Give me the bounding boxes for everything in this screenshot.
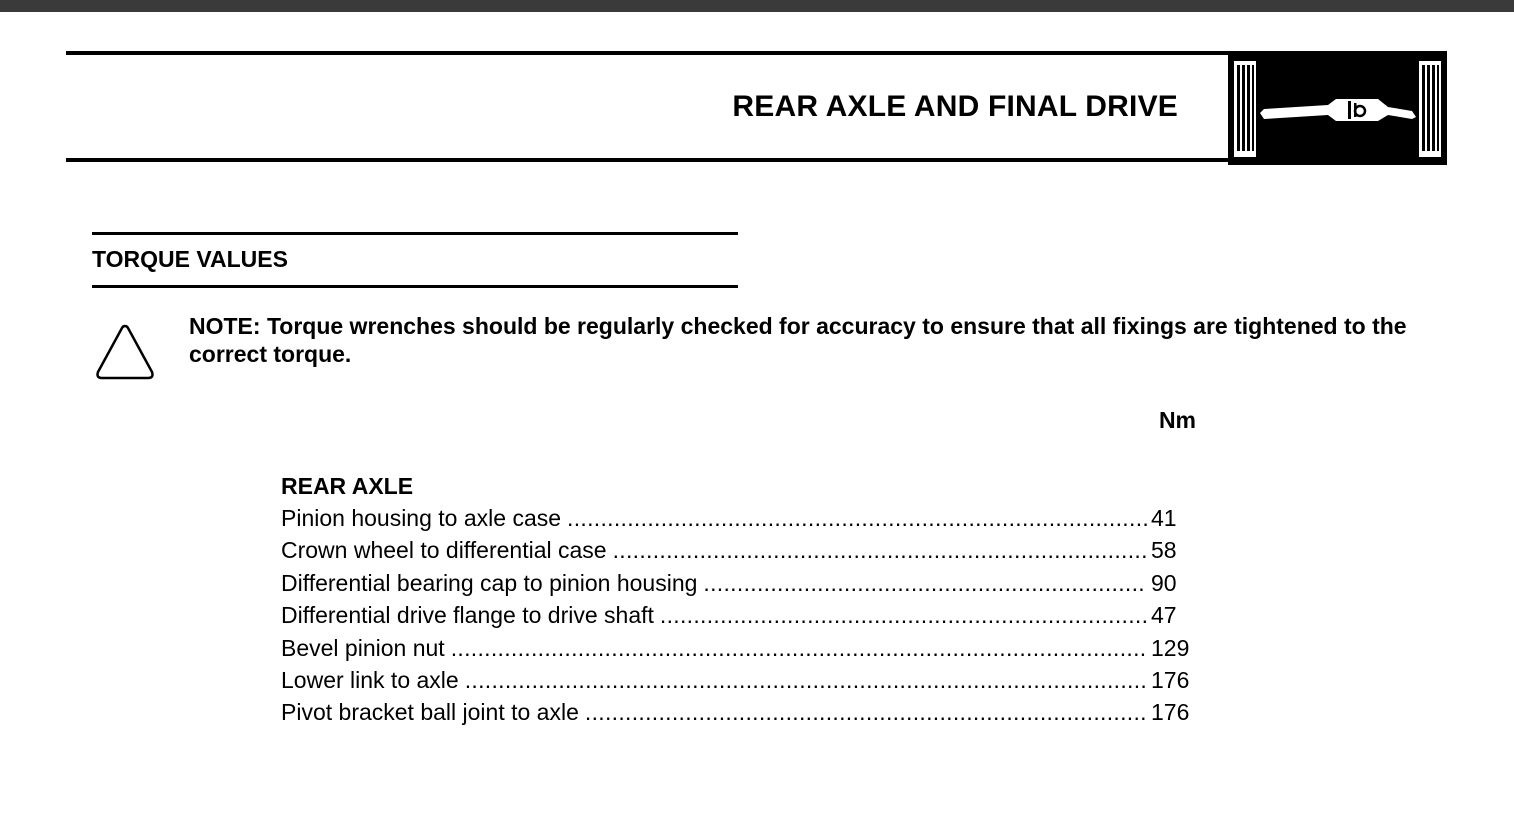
table-row <box>281 632 1197 664</box>
torque-label: Pivot bracket ball joint to axle <box>281 699 579 726</box>
torque-label: Pinion housing to axle case <box>281 505 562 531</box>
dot-leader <box>660 599 1147 631</box>
torque-label: Bevel pinion nut <box>281 634 445 661</box>
table-row <box>281 567 1197 599</box>
dot-leader <box>703 567 1147 599</box>
top-bar <box>0 0 1514 12</box>
torque-label: Lower link to axle <box>281 666 459 693</box>
torque-value: 41 <box>1151 505 1177 531</box>
torque-label: Crown wheel to differential case <box>281 537 607 564</box>
dot-leader <box>451 632 1147 664</box>
dot-leader <box>567 502 1147 534</box>
note-text: NOTE: Torque wrenches should be regularly checked for accuracy to ensure that all fixings are tightened to the correct torque. <box>189 313 1407 367</box>
table-row <box>281 599 1197 631</box>
torque-label: Differential drive flange to drive shaft <box>281 602 654 629</box>
torque-value: 90 <box>1151 569 1177 596</box>
table-row <box>281 502 1197 534</box>
torque-list <box>281 502 1197 729</box>
dot-leader <box>465 664 1147 696</box>
torque-label: Differential bearing cap to pinion housing <box>281 569 698 596</box>
dot-leader <box>585 696 1147 728</box>
unit-header: Nm <box>1158 407 1196 433</box>
section-title: TORQUE VALUES <box>92 246 288 272</box>
torque-value: 176 <box>1151 666 1190 693</box>
dot-leader <box>613 534 1147 566</box>
section-bottom-rule <box>92 285 738 288</box>
warning-triangle-icon <box>94 322 156 382</box>
page-title: REAR AXLE AND FINAL DRIVE <box>732 90 1178 123</box>
rear-axle-icon <box>1228 53 1447 165</box>
torque-value: 47 <box>1151 602 1177 629</box>
table-row <box>281 696 1197 728</box>
torque-value: 58 <box>1151 537 1177 564</box>
table-row <box>281 534 1197 566</box>
torque-value: 176 <box>1151 699 1190 726</box>
table-row <box>281 664 1197 696</box>
subsection-title: REAR AXLE <box>281 473 414 499</box>
torque-value: 129 <box>1151 634 1190 661</box>
section-top-rule <box>92 232 738 235</box>
